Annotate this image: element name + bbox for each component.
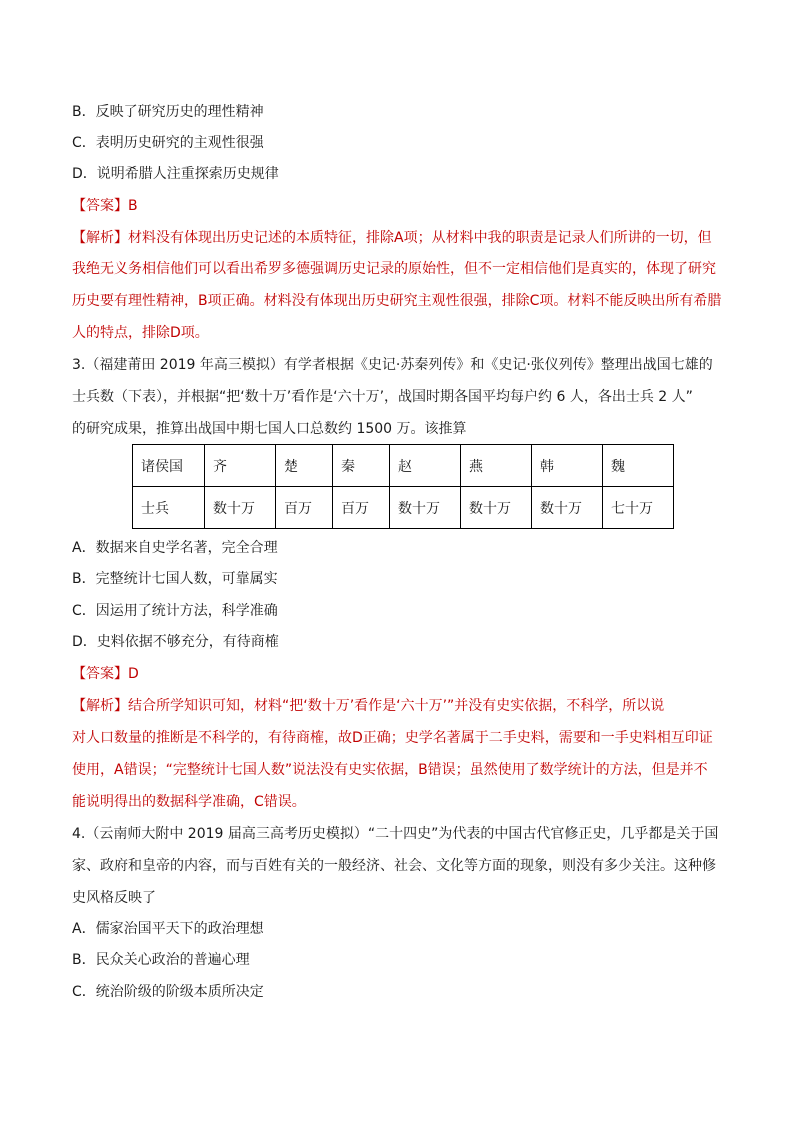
table-header-row [133, 445, 674, 487]
q4-option-c: C．统治阶级的阶级本质所决定 [72, 984, 264, 1000]
answer-tag: 【答案】 [72, 198, 128, 214]
q3-option-c: C．因运用了统计方法，科学准确 [72, 603, 278, 619]
table-cell: 数十万 [532, 487, 603, 529]
q3-stem-line-1: 3.（福建莆田 2019 年高三模拟）有学者根据《史记·苏秦列传》和《史记·张仪列传》整理出战国七雄的 [72, 357, 713, 373]
table-row [133, 487, 674, 529]
table-cell: 数十万 [205, 487, 276, 529]
q2-analysis-line-1 [72, 228, 727, 248]
q2-analysis-line-2: 我绝无义务相信他们可以看出希罗多德强调历史记录的原始性，但不一定相信他们是真实的，体现了研究 [72, 261, 716, 277]
q2-analysis-line-4: 人的特点，排除D项。 [72, 325, 209, 341]
table-cell: 韩 [532, 445, 603, 487]
q3-option-a: A．数据来自史学名著，完全合理 [72, 540, 278, 556]
q3-analysis-line-4: 能说明得出的数据科学准确，C错误。 [72, 794, 306, 810]
analysis-tag: 【解析】 [72, 698, 128, 714]
q2-analysis-line-3: 历史要有理性精神，B项正确。材料没有体现出历史研究主观性很强，排除C项。材料不能反映出所有希腊 [72, 293, 722, 309]
soldier-count-table [132, 444, 674, 529]
q2-option-b: B．反映了研究历史的理性精神 [72, 104, 264, 120]
table-cell: 楚 [276, 445, 333, 487]
q3-stem-line-2: 士兵数（下表），并根据“把‘数十万’看作是‘六十万’，战国时期各国平均每户约 6 人，各出士兵 2 人” [72, 389, 693, 405]
table-cell: 数十万 [461, 487, 532, 529]
q3-analysis-line-3: 使用，A错误；“完整统计七国人数”说法没有史实依据，B错误；虽然使用了数学统计的方法，但是并不 [72, 762, 708, 778]
q3-option-d: D．史料依据不够充分，有待商榷 [72, 634, 279, 650]
q4-stem-line-2: 家、政府和皇帝的内容，而与百姓有关的一般经济、社会、文化等方面的现象，则没有多少关注。这种修 [72, 858, 716, 874]
q4-stem-line-1: 4.（云南师大附中 2019 届高三高考历史模拟）“二十四史”为代表的中国古代官修正史，几乎都是关于国 [72, 826, 719, 842]
q3-stem-line-3: 的研究成果，推算出战国中期七国人口总数约 1500 万。该推算 [72, 421, 467, 437]
analysis-text: 材料没有体现出历史记述的本质特征，排除A项；从材料中我的职责是记录人们所讲的一切，但 [128, 230, 712, 246]
table-cell: 七十万 [603, 487, 674, 529]
answer-value: D [128, 666, 139, 682]
table-cell: 数十万 [390, 487, 461, 529]
table-cell: 秦 [333, 445, 390, 487]
q3-analysis-line-1 [72, 696, 727, 716]
q2-answer [72, 196, 727, 216]
q3-option-b: B．完整统计七国人数，可靠属实 [72, 571, 278, 587]
table-cell: 百万 [276, 487, 333, 529]
table-cell: 齐 [205, 445, 276, 487]
q2-option-d: D．说明希腊人注重探索历史规律 [72, 166, 279, 182]
table-cell: 士兵 [133, 487, 205, 529]
table-cell: 魏 [603, 445, 674, 487]
table-cell: 诸侯国 [133, 445, 205, 487]
q3-analysis-line-2: 对人口数量的推断是不科学的，有待商榷，故D正确；史学名著属于二手史料，需要和一手史料相互印证 [72, 730, 713, 746]
answer-tag: 【答案】 [72, 666, 128, 682]
q4-stem-line-3: 史风格反映了 [72, 890, 156, 906]
table-cell: 燕 [461, 445, 532, 487]
q4-option-b: B．民众关心政治的普遍心理 [72, 952, 250, 968]
answer-value: B [128, 198, 138, 214]
q2-option-c: C．表明历史研究的主观性很强 [72, 135, 264, 151]
table-cell: 百万 [333, 487, 390, 529]
table-cell: 赵 [390, 445, 461, 487]
analysis-text: 结合所学知识可知，材料“把‘数十万’看作是‘六十万’”并没有史实依据，不科学，所以说 [128, 698, 665, 714]
q3-answer [72, 664, 727, 684]
analysis-tag: 【解析】 [72, 230, 128, 246]
q4-option-a: A．儒家治国平天下的政治理想 [72, 921, 264, 937]
